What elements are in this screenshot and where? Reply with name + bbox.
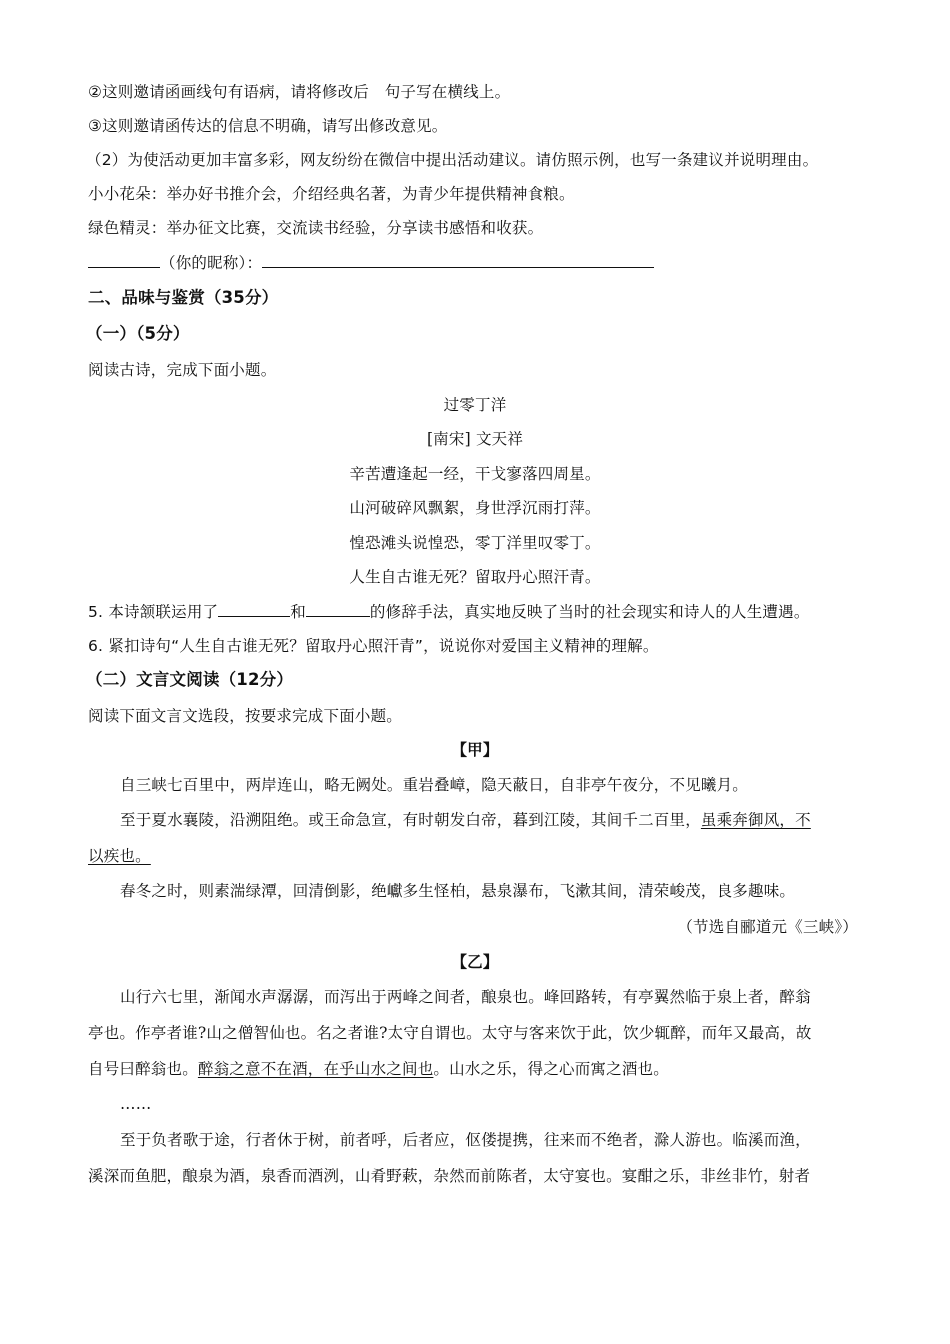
passage-yi-title: 【乙】	[451, 953, 499, 971]
question-6: 6. 紧扣诗句“人生自古谁无死？留取丹心照汗青”，说说你对爱国主义精神的理解。	[88, 637, 659, 655]
jia-paragraph-2-cont	[88, 846, 151, 866]
part-2-title: （二）文言文阅读（12分）	[86, 670, 294, 689]
jia-underlined-sentence: 虽乘奔御风，不	[700, 811, 811, 829]
passage-jia-title: 【甲】	[451, 741, 499, 759]
section-2-title: 二、品味与鉴赏（35分）	[88, 288, 279, 307]
poem-line-2: 山河破碎风飘絮，身世浮沉雨打萍。	[349, 499, 601, 517]
yi-ellipsis: ……	[120, 1095, 152, 1113]
part-1-title: （一）（5分）	[86, 324, 190, 343]
yi-line-5: 溪深而鱼肥，酿泉为酒，泉香而酒洌，山肴野蔌，杂然而前陈者，太守宴也。宴酣之乐，非丝非竹，射者	[88, 1167, 811, 1185]
question-5-part-a: 5. 本诗颔联运用了	[88, 603, 219, 621]
nickname-label: （你的昵称）：	[160, 254, 263, 272]
question-5	[88, 602, 810, 622]
yi-line-3-end: 。山水之乐，得之心而寓之酒也。	[433, 1060, 669, 1078]
poem-line-4: 人生自古谁无死？留取丹心照汗青。	[349, 568, 601, 586]
part-2-instruction: 阅读下面文言文选段，按要求完成下面小题。	[88, 707, 403, 725]
nickname-line	[88, 253, 654, 273]
question-5-part-c: 的修辞手法，真实地反映了当时的社会现实和诗人的人生遭遇。	[369, 603, 810, 621]
yi-line-3	[88, 1059, 669, 1079]
example-2-text: 绿色精灵：举办征文比赛，交流读书经验，分享读书感悟和收获。	[88, 219, 544, 237]
question-3-text: ③这则邀请函传达的信息不明确，请写出修改意见。	[88, 117, 448, 135]
nickname-blank[interactable]	[88, 253, 160, 268]
jia-underlined-sentence-end: 以疾也。	[88, 847, 151, 865]
suggestion-blank[interactable]	[262, 253, 654, 268]
poem-line-1: 辛苦遭逢起一经，干戈寥落四周星。	[349, 465, 601, 483]
yi-line-3-start: 自号曰醉翁也。	[88, 1060, 198, 1078]
yi-line-2: 亭也。作亭者谁?山之僧智仙也。名之者谁?太守自谓也。太守与客来饮于此，饮少辄醉，而年又最高，故	[88, 1024, 812, 1042]
poem-title: 过零丁洋	[443, 396, 507, 414]
yi-line-1: 山行六七里，渐闻水声潺潺，而泻出于两峰之间者，酿泉也。峰回路转，有亭翼然临于泉上者，醉翁	[120, 988, 811, 1006]
poem-author: [南宋] 文天祥	[426, 430, 524, 448]
jia-paragraph-3: 春冬之时，则素湍绿潭，回清倒影，绝巘多生怪柏，悬泉瀑布，飞漱其间，清荣峻茂，良多趣味。	[120, 882, 796, 900]
poem-line-3: 惶恐滩头说惶恐，零丁洋里叹零丁。	[349, 534, 601, 552]
question-5-part-b: 和	[290, 603, 306, 621]
part-1-instruction: 阅读古诗，完成下面小题。	[88, 361, 277, 379]
question-part-2-text: （2）为使活动更加丰富多彩，网友纷纷在微信中提出活动建议。请仿照示例，也写一条建议并说明理由。	[86, 151, 819, 169]
jia-paragraph-2	[120, 810, 811, 830]
yi-line-4: 至于负者歌于途，行者休于树，前者呼，后者应，伛偻提携，往来而不绝者，滁人游也。临溪而渔，	[120, 1131, 811, 1149]
question-2-text: ②这则邀请函画线句有语病，请将修改后 句子写在横线上。	[88, 83, 511, 101]
jia-paragraph-2-text: 至于夏水襄陵，沿溯阻绝。或王命急宣，有时朝发白帝，暮到江陵，其间千二百里，	[120, 811, 701, 829]
example-1-text: 小小花朵：举办好书推介会，介绍经典名著，为青少年提供精神食粮。	[88, 185, 575, 203]
question-5-blank-2[interactable]	[306, 602, 370, 617]
jia-source: （节选自郦道元《三峡》）	[677, 918, 858, 936]
question-5-blank-1[interactable]	[218, 602, 290, 617]
yi-underlined-sentence: 醉翁之意不在酒，在乎山水之间也	[197, 1060, 434, 1078]
jia-paragraph-1: 自三峡七百里中，两岸连山，略无阙处。重岩叠嶂，隐天蔽日，自非亭午夜分，不见曦月。	[120, 776, 749, 794]
